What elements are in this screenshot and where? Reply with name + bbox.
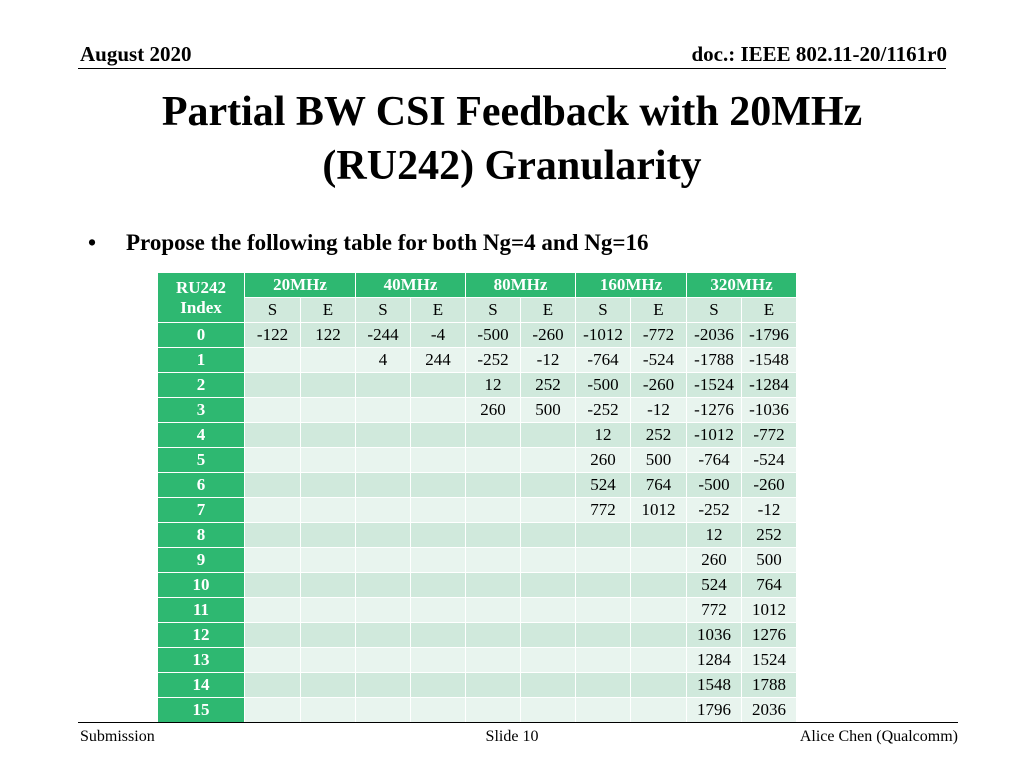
row-index-cell: 1 [158,348,245,373]
row-index-cell: 8 [158,523,245,548]
table-cell [301,523,356,548]
table-cell: 500 [521,398,576,423]
table-cell: -500 [576,373,631,398]
table-cell: -500 [466,323,521,348]
table-cell: -1036 [742,398,797,423]
table-cell: -524 [742,448,797,473]
table-cell [301,448,356,473]
table-cell [466,498,521,523]
index-header-line-2: Index [180,297,222,317]
table-cell [521,598,576,623]
bullet-marker: • [88,230,97,255]
table-row [158,348,797,373]
table-cell [631,548,687,573]
table-cell [356,573,411,598]
table-cell: -1524 [687,373,742,398]
start-end-header: S [245,298,301,323]
table-cell [245,548,301,573]
table-cell: -12 [521,348,576,373]
table-cell: 772 [576,498,631,523]
table-cell: 1524 [742,648,797,673]
table-cell [631,648,687,673]
table-cell [245,573,301,598]
header-date: August 2020 [80,42,192,66]
table-cell [576,698,631,723]
table-cell [301,573,356,598]
table-cell: 500 [742,548,797,573]
table-cell: -260 [631,373,687,398]
table-cell [521,448,576,473]
row-index-cell: 2 [158,373,245,398]
table-cell: 2036 [742,698,797,723]
table-cell: 252 [631,423,687,448]
table-cell: 260 [576,448,631,473]
row-index-cell: 13 [158,648,245,673]
table-row [158,473,797,498]
table-cell [576,598,631,623]
table-cell [521,698,576,723]
table-row [158,598,797,623]
table-cell: -1796 [742,323,797,348]
table-cell: 772 [687,598,742,623]
table-cell [301,623,356,648]
bandwidth-header: 80MHz [466,273,576,298]
table-row [158,398,797,423]
table-cell: 764 [742,573,797,598]
table-cell [576,648,631,673]
start-end-header: E [411,298,466,323]
table-cell [411,373,466,398]
table-cell: 1796 [687,698,742,723]
table-cell [466,448,521,473]
table-cell [576,573,631,598]
table-cell: 4 [356,348,411,373]
table-cell [521,473,576,498]
table-cell [521,498,576,523]
bandwidth-header: 40MHz [356,273,466,298]
slide-title [0,85,1024,193]
table-cell: 12 [687,523,742,548]
table-row [158,423,797,448]
table-cell [356,373,411,398]
table-cell [356,523,411,548]
row-index-cell: 15 [158,698,245,723]
table-cell: 1276 [742,623,797,648]
table-cell: -252 [466,348,521,373]
start-end-header: S [687,298,742,323]
index-header-line-1: RU242 [175,277,227,297]
table-cell [411,423,466,448]
bandwidth-header: 20MHz [245,273,356,298]
table-cell [301,423,356,448]
table-cell [411,548,466,573]
table-cell [245,448,301,473]
table-cell [521,573,576,598]
table-row [158,623,797,648]
table-cell [411,448,466,473]
table-cell [245,398,301,423]
table-cell [466,698,521,723]
table-cell: 1012 [631,498,687,523]
table-cell [301,348,356,373]
table-cell [356,448,411,473]
table-cell: -524 [631,348,687,373]
row-index-cell: 7 [158,498,245,523]
table-cell: 244 [411,348,466,373]
table-cell: -1276 [687,398,742,423]
table-header-row [158,273,797,298]
table-cell [466,473,521,498]
table-cell [301,373,356,398]
table-cell: 252 [521,373,576,398]
table-cell [521,523,576,548]
table-cell: 12 [576,423,631,448]
table-cell: -1012 [576,323,631,348]
bandwidth-header: 160MHz [576,273,687,298]
start-end-header: S [356,298,411,323]
table-cell: -1548 [742,348,797,373]
table-cell [356,473,411,498]
table-cell: 252 [742,523,797,548]
row-index-cell: 9 [158,548,245,573]
table-cell [356,398,411,423]
row-index-cell: 6 [158,473,245,498]
table-cell [631,573,687,598]
ru242-index-table [157,272,797,723]
table-cell: -12 [742,498,797,523]
table-cell [466,598,521,623]
table-row [158,673,797,698]
start-end-header: E [631,298,687,323]
table-cell: 122 [301,323,356,348]
table-cell [521,623,576,648]
table-cell: 1012 [742,598,797,623]
start-end-header: S [576,298,631,323]
table-cell: 1036 [687,623,742,648]
table-cell [245,623,301,648]
start-end-header: E [521,298,576,323]
row-index-cell: 12 [158,623,245,648]
table-cell [301,398,356,423]
table-cell [301,673,356,698]
footer-author: Alice Chen (Qualcomm) [799,728,958,745]
table-cell [466,423,521,448]
table-cell [411,398,466,423]
table-cell [631,698,687,723]
table-cell [466,548,521,573]
table-cell [466,648,521,673]
table-cell [411,598,466,623]
table-row [158,323,797,348]
index-column-header [158,273,245,323]
table-cell: -12 [631,398,687,423]
table-cell [631,523,687,548]
bullet-text: Propose the following table for both Ng=4 and Ng=16 [126,230,649,255]
table-cell: -260 [742,473,797,498]
table-cell [245,673,301,698]
table-cell [631,623,687,648]
table-row [158,698,797,723]
row-index-cell: 5 [158,448,245,473]
table-cell [521,673,576,698]
table-cell [576,623,631,648]
table-cell [245,698,301,723]
table-cell: -252 [576,398,631,423]
table-cell [411,498,466,523]
table-cell [356,623,411,648]
table-cell: -500 [687,473,742,498]
table-cell [245,423,301,448]
table-row [158,648,797,673]
table-cell [356,598,411,623]
table-cell: 764 [631,473,687,498]
table-cell [411,473,466,498]
table-row [158,448,797,473]
table-cell [466,523,521,548]
table-cell: -2036 [687,323,742,348]
table-cell [631,673,687,698]
table-cell [245,348,301,373]
table-cell [466,573,521,598]
table-cell: 500 [631,448,687,473]
table-cell: 260 [466,398,521,423]
table-cell: 1548 [687,673,742,698]
table-cell [576,523,631,548]
table-cell: 524 [576,473,631,498]
table-cell [356,548,411,573]
table-cell [576,548,631,573]
footer-submission: Submission [80,728,155,745]
table-cell [411,623,466,648]
table-cell: -772 [631,323,687,348]
table-cell [245,473,301,498]
table-cell [521,423,576,448]
table-cell [301,698,356,723]
table-subheader-row [158,298,797,323]
start-end-header: S [466,298,521,323]
table-cell: 1284 [687,648,742,673]
table-cell [301,648,356,673]
table-cell: -1788 [687,348,742,373]
table-cell: 1788 [742,673,797,698]
table-row [158,573,797,598]
table-row [158,373,797,398]
row-index-cell: 11 [158,598,245,623]
header-divider [78,68,946,69]
table-cell [356,423,411,448]
start-end-header: E [301,298,356,323]
table-cell [466,623,521,648]
table-row [158,548,797,573]
table-cell: 260 [687,548,742,573]
table-cell: -1284 [742,373,797,398]
table-cell [521,648,576,673]
table-cell [576,673,631,698]
table-cell [301,598,356,623]
table-cell [301,473,356,498]
table-cell [466,673,521,698]
table-cell [631,598,687,623]
slide-title-line-1: Partial BW CSI Feedback with 20MHz [161,89,863,135]
table-cell [245,523,301,548]
header-doc-id: doc.: IEEE 802.11-20/1161r0 [691,42,947,66]
table-cell: -764 [576,348,631,373]
table-cell [411,523,466,548]
bandwidth-header: 320MHz [687,273,797,298]
row-index-cell: 14 [158,673,245,698]
table-row [158,523,797,548]
table-cell [245,498,301,523]
table-cell [356,673,411,698]
table-cell [411,673,466,698]
row-index-cell: 4 [158,423,245,448]
start-end-header: E [742,298,797,323]
table-cell [245,648,301,673]
table-cell [411,648,466,673]
row-index-cell: 0 [158,323,245,348]
table-cell: -122 [245,323,301,348]
table-cell [245,598,301,623]
table-cell: -260 [521,323,576,348]
table-cell: -1012 [687,423,742,448]
table-cell: -252 [687,498,742,523]
table-cell: -764 [687,448,742,473]
footer-divider [78,722,958,723]
footer-slide-number: Slide 10 [485,728,539,745]
slide-title-line-2: (RU242) Granularity [322,143,702,189]
table-cell [301,548,356,573]
table-cell [411,698,466,723]
table-cell: 524 [687,573,742,598]
table-cell [521,548,576,573]
table-cell [356,498,411,523]
table-cell [356,698,411,723]
row-index-cell: 10 [158,573,245,598]
table-cell: -772 [742,423,797,448]
table-cell: 12 [466,373,521,398]
table-cell [301,498,356,523]
row-index-cell: 3 [158,398,245,423]
table-row [158,498,797,523]
table-cell [245,373,301,398]
table-cell: -244 [356,323,411,348]
table-cell: -4 [411,323,466,348]
table-cell [356,648,411,673]
table-cell [411,573,466,598]
